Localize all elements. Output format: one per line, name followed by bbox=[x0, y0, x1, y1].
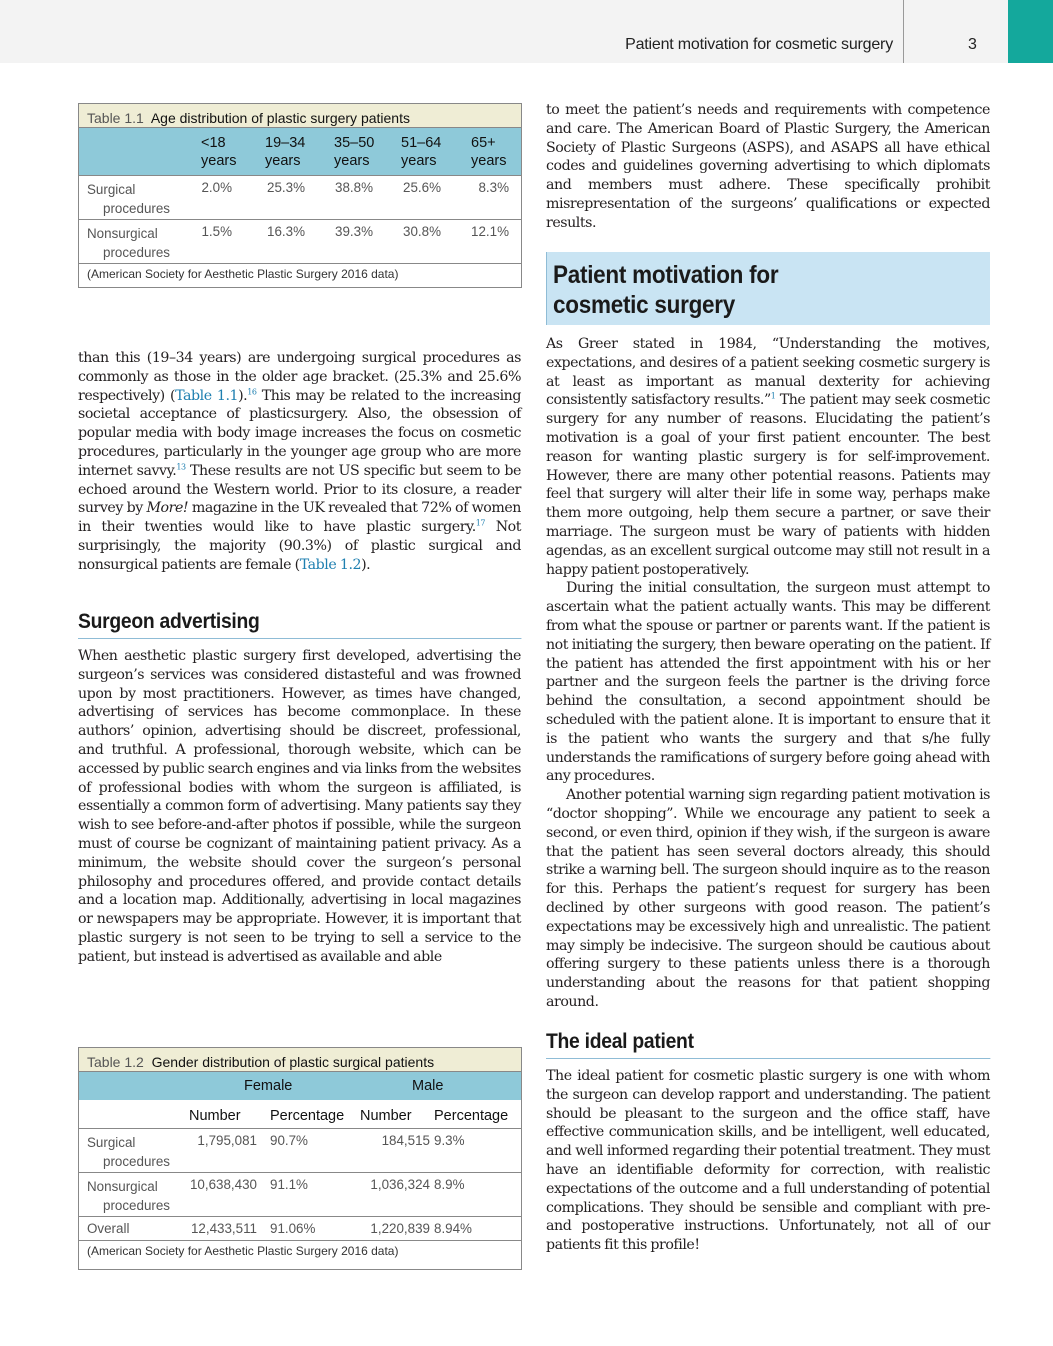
table-cell: 8.3% bbox=[478, 180, 509, 195]
row-label: Overall bbox=[87, 1221, 130, 1236]
table-header-row bbox=[79, 128, 521, 176]
table-cell: 91.1% bbox=[270, 1177, 308, 1192]
column-header: Number bbox=[189, 1108, 241, 1124]
table-row bbox=[79, 1129, 521, 1173]
table-row bbox=[79, 1217, 521, 1241]
running-header-band bbox=[0, 0, 1053, 63]
table-cell: 2.0% bbox=[201, 180, 232, 195]
table-reference-link[interactable]: Table 1.2 bbox=[299, 556, 362, 573]
table-cell: 1.5% bbox=[201, 224, 232, 239]
section-ideal-patient bbox=[546, 1030, 990, 1255]
paragraph: During the initial consultation, the surgeon must attempt to ascertain what the patient actually wants. This may be different from what the spouse or partner or parents want. If the patient is not initiating the surgery, then beware operating on the patient. If the patient has attended the first appointment with his or her partner and the surgeon feels the partner is the driving force behind the consultation, a second appointment should be scheduled with the patient alone. It is important to ensure that it is the patient who wants the surgery and that s/he fully understands the ramifications of surgery before going ahead with any procedures. bbox=[546, 580, 990, 785]
table-cell: 38.8% bbox=[335, 180, 373, 195]
paragraph: The ideal patient for cosmetic plastic surgery is one with whom the surgeon can develop rapport and understanding. The patient should be pleasant to the surgeon and the office staff, have effective communication skills, and be intelligent, well educated, and well informed regarding their potential treatment. They must have an identifiable deformity for correction, with realistic expectations of the outcome and a full understanding of potential complications. They should be sensible and compliant with pre- and postoperative instructions. Unfortunately, not all of our patients fit this profile! bbox=[546, 1068, 990, 1254]
table-footnote: (American Society for Aesthetic Plastic Surgery 2016 data) bbox=[87, 267, 399, 281]
table-cell: 39.3% bbox=[335, 224, 373, 239]
table-row bbox=[79, 176, 521, 220]
column-header: Number bbox=[360, 1108, 412, 1124]
table-title: Age distribution of plastic surgery patients bbox=[150, 110, 410, 126]
table-cell: 1,795,081 bbox=[197, 1133, 257, 1148]
section-surgeon-advertising bbox=[78, 610, 521, 967]
table-cell: 12.1% bbox=[471, 224, 509, 239]
table-number: Table 1.1 bbox=[87, 110, 144, 126]
chapter-section-heading: Patient motivation for cosmetic surgery bbox=[553, 261, 779, 319]
right-column-top-text bbox=[546, 101, 990, 233]
table-reference-link[interactable]: Table 1.1 bbox=[175, 387, 239, 404]
table-gender-distribution bbox=[78, 1047, 522, 1270]
table-group-header-row bbox=[79, 1072, 521, 1100]
table-cell: 10,638,430 bbox=[189, 1177, 257, 1192]
citation-link[interactable]: 13 bbox=[176, 462, 186, 472]
paragraph: Another potential warning sign regarding patient motivation is “doctor shopping”. While we encourage any patient to seek a second, or even third, opinion if they wish, if the surgeon is aware that the patient has seen several doctors already, this should strike a warning bell. The surgeon should inquire as to the reason for this. Perhaps the patient’s request for surgery has been declined by other surgeons with good reason. The patient’s expectations may be excessively high and unrealistic. The patient may simply be indecisive. The surgeon should be cautious about offering surgery to these patients unless there is a thorough understanding about the reasons for that patient shopping around. bbox=[546, 787, 990, 1010]
paragraph: As Greer stated in 1984, “Understanding the motives, expectations, and desires of a patient seeking cosmetic surgery is at least as important as manual dexterity for achieving consistently satisfactory results.”$^1$ The patient may seek cosmetic surgery for any number of reasons. Elucidating the patient’s motivation is a goal of your first patient encounter. The best reason for wanting plastic surgery is for self-improvement. However, there are many other potential reasons. Patients may feel that surgery will alter their life in some way, perhaps make them more outgoing, help them secure a partner, or save their marriage. The surgeon must be wary of patients with hidden agendas, as an excellent surgical outcome may still not result in a happy patient postoperatively. bbox=[546, 336, 990, 578]
table-age-distribution bbox=[78, 103, 522, 288]
row-label: Surgical procedures bbox=[87, 182, 170, 216]
citation-link[interactable]: 16 bbox=[247, 386, 257, 396]
page-number: 3 bbox=[968, 36, 977, 53]
row-label: Nonsurgical procedures bbox=[87, 1179, 170, 1213]
table-cell: 184,515 bbox=[381, 1133, 430, 1148]
table-cell: 8.9% bbox=[434, 1177, 465, 1192]
table-cell: 1,036,324 bbox=[370, 1177, 430, 1192]
left-column-text bbox=[78, 349, 521, 575]
row-label: Surgical procedures bbox=[87, 1135, 170, 1169]
section-patient-motivation bbox=[546, 335, 990, 1012]
table-title: Gender distribution of plastic surgical patients bbox=[151, 1054, 435, 1070]
table-cell: 12,433,511 bbox=[190, 1221, 257, 1236]
header-divider bbox=[903, 0, 904, 63]
column-header: 51–64 years bbox=[401, 135, 442, 169]
running-header-title: Patient motivation for cosmetic surgery bbox=[625, 36, 893, 53]
table-caption bbox=[79, 104, 521, 128]
paragraph: than this (19–34 years) are undergoing surgical procedures as commonly as those in the older age bracket. (25.3% and 25.6% respectively) (Table 1.1).$^{16}$ This may be related to the increasing societal acceptance of plasticsurgery. Also, the obsession of popular media with body image increases the focus on cosmetic procedures, particularly in the younger age group who are more internet savvy.$^{13}$ These results are not US specific but seem to be echoed around the Western world. Prior to its closure, a reader survey by More! magazine in the UK revealed that 72% of women in their twenties would like to have plastic surgery.$^{17}$ Not surprisingly, the majority (90.3%) of plastic surgical and nonsurgical patients are female (Table 1.2). bbox=[78, 350, 522, 573]
column-header: Percentage bbox=[434, 1108, 509, 1124]
table-row bbox=[79, 220, 521, 264]
table-cell: 30.8% bbox=[403, 224, 441, 239]
table-cell: 91.06% bbox=[270, 1221, 316, 1236]
chapter-section-heading-box bbox=[546, 252, 990, 325]
row-label: Nonsurgical procedures bbox=[87, 226, 170, 260]
column-header: 35–50 years bbox=[334, 135, 375, 169]
table-cell: 25.3% bbox=[267, 180, 305, 195]
section-heading: Surgeon advertising bbox=[78, 610, 521, 639]
column-group-header: Female bbox=[244, 1078, 293, 1094]
column-header: <18 years bbox=[201, 135, 237, 169]
column-header: Percentage bbox=[270, 1108, 345, 1124]
section-heading: The ideal patient bbox=[546, 1030, 990, 1059]
table-number: Table 1.2 bbox=[87, 1054, 144, 1070]
paragraph: When aesthetic plastic surgery first developed, advertising the surgeon’s services was considered distasteful and was frowned upon by most practitioners. However, as times have changed, advertising of services has become commonplace. In these authors’ opinion, advertising should be discreet, professional, and truthful. A professional, thorough website, which can be accessed by public search engines and via links from the websites of professional bodies with whom the surgeon is affiliated, is essentially a common form of advertising. Many patients say they wish to see before-and-after photos if possible, while the surgeon must of course be cognizant of maintaining patient privacy. As a minimum, the website should cover the surgeon’s personal philosophy and procedures offered, and provide contact details and a location map. Additionally, advertising in local magazines or newspapers may be appropriate. However, it is important that plastic surgery is not seen to be trying to sell a service to the patient, but instead is advertised as available and able bbox=[78, 648, 521, 965]
table-cell: 1,220,839 bbox=[370, 1221, 430, 1236]
column-header: 65+ years bbox=[471, 135, 507, 169]
column-group-header: Male bbox=[412, 1078, 444, 1094]
table-row bbox=[79, 1173, 521, 1217]
table-cell: 25.6% bbox=[403, 180, 441, 195]
paragraph: to meet the patient’s needs and requirements with competence and care. The American Board of Plastic Surgery, the American Society of Plastic Surgeons (ASPS), and ASAPS all have ethical codes and guidelines governing advertising to which diplomats and members must adhere. These specifically prohibit misrepresentation of the surgeons’ qualifications or expected results. bbox=[546, 102, 990, 231]
table-cell: 16.3% bbox=[267, 224, 305, 239]
table-caption bbox=[79, 1048, 521, 1072]
header-accent-block bbox=[1008, 0, 1053, 63]
table-cell: 90.7% bbox=[270, 1133, 308, 1148]
column-header: 19–34 years bbox=[265, 135, 306, 169]
citation-link[interactable]: 1 bbox=[770, 391, 776, 401]
table-cell: 8.94% bbox=[434, 1221, 472, 1236]
citation-link[interactable]: 17 bbox=[475, 518, 486, 528]
table-header-row bbox=[79, 1100, 521, 1129]
table-footnote: (American Society for Aesthetic Plastic Surgery 2016 data) bbox=[87, 1244, 399, 1258]
table-cell: 9.3% bbox=[434, 1133, 465, 1148]
